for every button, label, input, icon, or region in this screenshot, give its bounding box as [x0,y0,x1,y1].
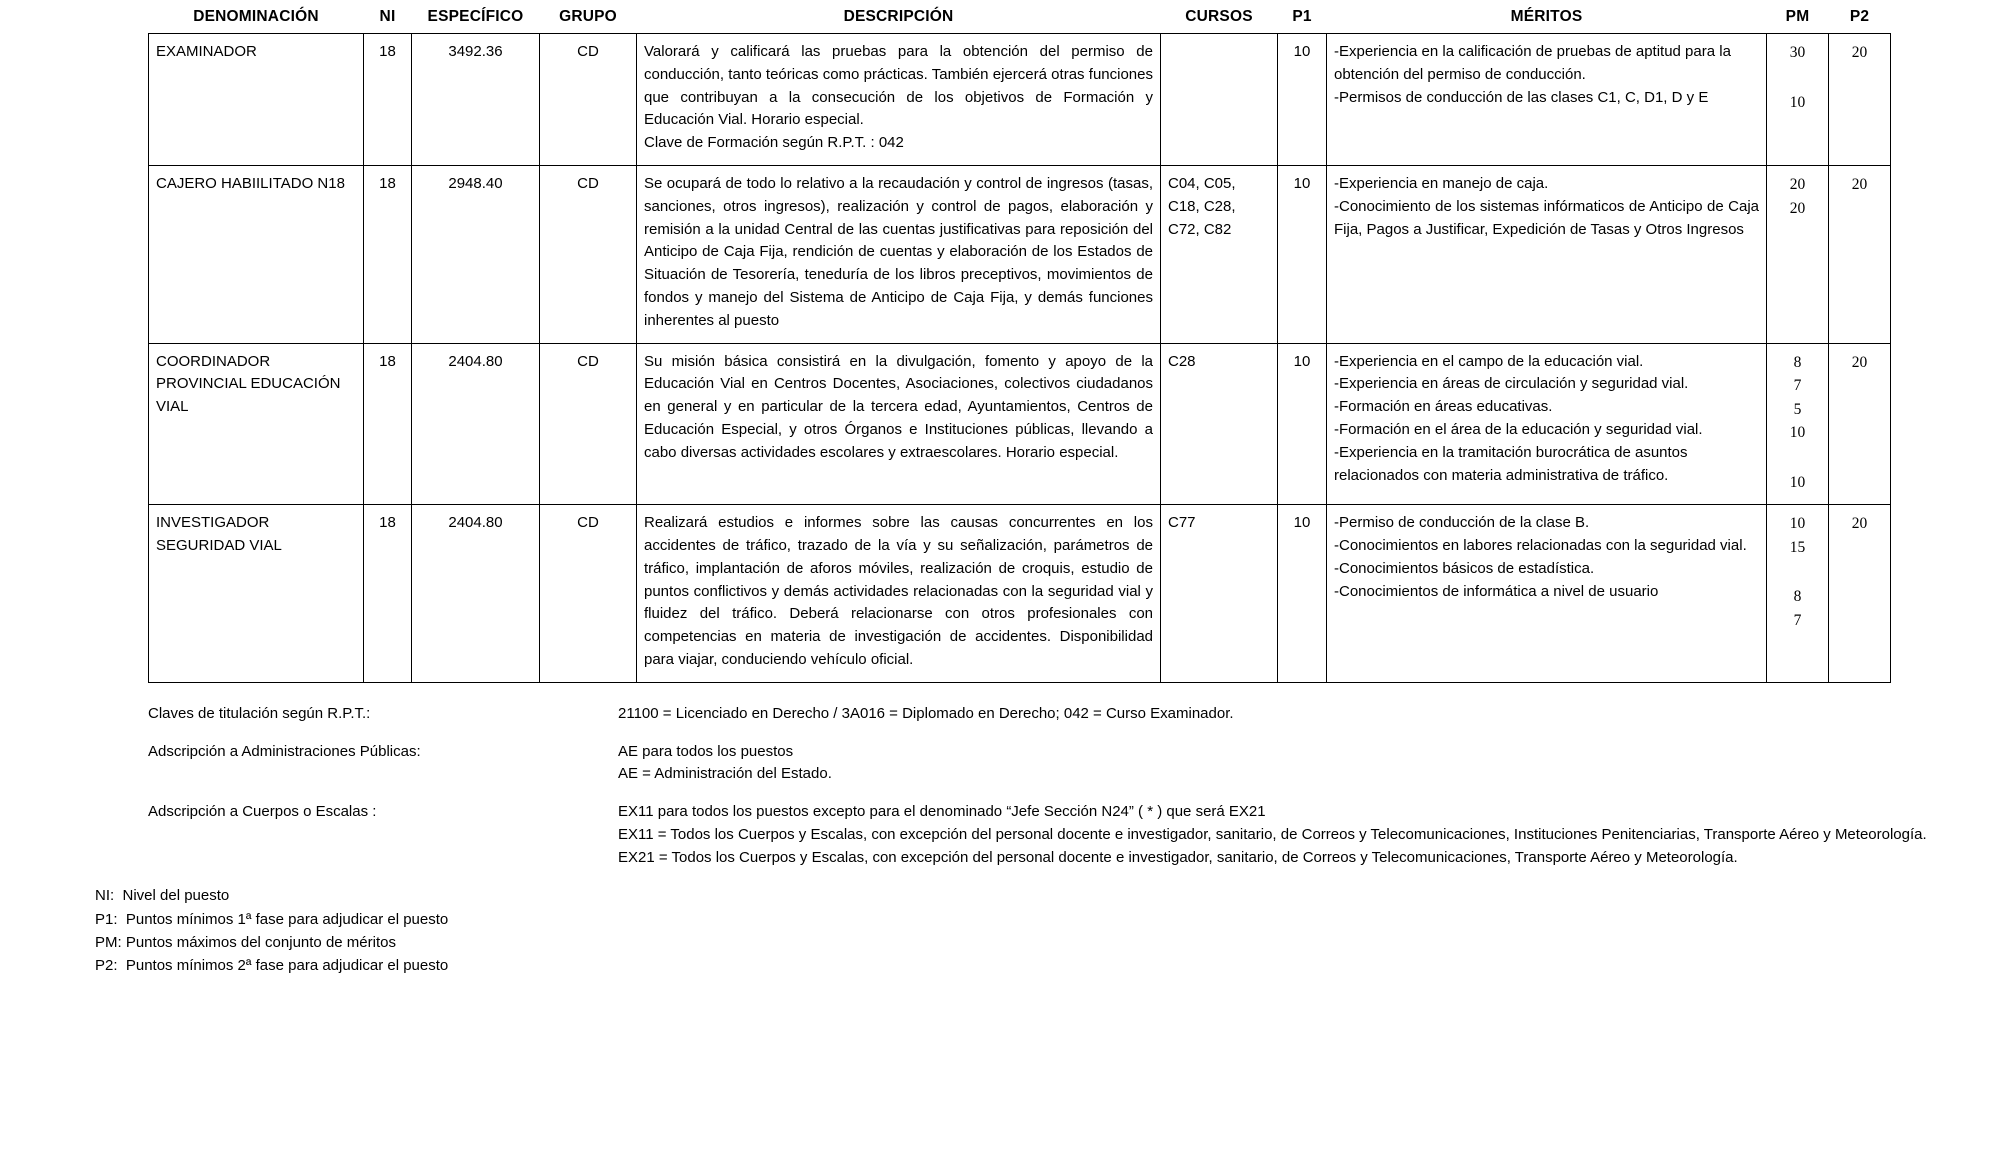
legend-ni: NI: Nivel del puesto [95,887,230,905]
note-value [618,703,1928,726]
cell-meritos [1327,34,1767,166]
cell-especifico: 3492.36 [412,34,540,166]
cell-especifico: 2404.80 [412,505,540,683]
cell-grupo: CD [540,34,637,166]
pm-value: 10 [1789,93,1806,111]
cell-grupo: CD [540,343,637,505]
table-row [149,34,1891,166]
col-meritos: MÉRITOS [1510,8,1583,25]
merito-item: -Conocimientos básicos de estadística. [1334,559,1595,577]
cell-p1: 10 [1278,34,1327,166]
pm-value: 5 [1793,400,1802,418]
col-especifico: ESPECÍFICO [427,8,524,25]
cell-grupo: CD [540,505,637,683]
pm-value: 8 [1793,353,1802,371]
cell-cursos [1161,34,1278,166]
col-cursos: CURSOS [1185,8,1253,25]
legend-section [95,884,2000,977]
cell-p1: 10 [1278,343,1327,505]
cell-denominacion: INVESTIGADOR SEGURIDAD VIAL [149,505,364,683]
cell-cursos: C28 [1161,343,1278,505]
cell-cursos: C77 [1161,505,1278,683]
legend-p2: P2: Puntos mínimos 2ª fase para adjudicar el puesto [95,957,449,975]
merito-item: -Experiencia en la calificación de pruebas de aptitud para la obtención del permiso de conducción. [1334,43,1731,83]
note-line: AE = Administración del Estado. [618,765,832,783]
note-line: EX11 para todos los puestos excepto para el denominado “Jefe Sección N24” ( * ) que será EX21 [618,803,1266,821]
cell-p2 [1829,34,1891,166]
pm-value: 20 [1789,175,1806,193]
note-label: Adscripción a Administraciones Públicas: [148,742,421,760]
note-label: Claves de titulación según R.P.T.: [148,704,371,722]
cell-meritos [1327,165,1767,343]
p2-value: 20 [1851,515,1868,533]
merito-item: -Permisos de conducción de las clases C1, C, D1, D y E [1334,88,1709,106]
note-label: Adscripción a Cuerpos o Escalas : [148,803,377,821]
document-page [0,8,2000,1169]
pm-value: 8 [1793,588,1802,606]
cell-descripcion [637,343,1161,505]
cell-meritos [1327,343,1767,505]
merito-item: -Conocimientos en labores relacionadas con la seguridad vial. [1334,537,1747,555]
merito-item: -Experiencia en el campo de la educación vial. [1334,352,1644,370]
cell-pm [1767,505,1829,683]
col-descripcion: DESCRIPCIÓN [843,8,954,25]
col-ni: NI [379,8,396,25]
cell-especifico: 2404.80 [412,343,540,505]
p2-value: 20 [1851,353,1868,371]
cell-denominacion: COORDINADOR PROVINCIAL EDUCACIÓN VIAL [149,343,364,505]
col-p1: P1 [1292,8,1312,25]
cell-p2 [1829,165,1891,343]
pm-value: 10 [1789,473,1806,491]
note-claves-titulacion [148,703,1928,726]
table-header [149,8,1891,34]
descripcion-text: Valorará y calificará las pruebas para la obtención del permiso de conducción, tanto teóricas como prácticas. También ejercerá otras funciones que contribuyan a la consecución de los objetivos de Formación y Educación Vial. Horario especial. [644,43,1153,129]
cell-p1: 10 [1278,165,1327,343]
table-row [149,343,1891,505]
col-pm: PM [1785,8,1810,25]
descripcion-text: Su misión básica consistirá en la divulgación, fomento y apoyo de la Educación Vial en Centros Docentes, Asociaciones, colectivos ciudadanos en general y en particular de la tercera edad, Ayuntamientos, Centros de Educación Especial, y otros Órganos e Instituciones públicas, llevando a cabo diversas actividades escolares y extraescolares. Horario especial. [644,352,1153,461]
note-line: EX11 = Todos los Cuerpos y Escalas, con excepción del personal docente e investigador, sanitario, de Correos y Telecomunicaciones, Instituciones Penitenciarias, Transporte Aéreo y Meteorología. [618,825,1927,843]
cell-pm [1767,34,1829,166]
cell-pm [1767,165,1829,343]
merito-item: -Experiencia en manejo de caja. [1334,174,1549,192]
merito-item: -Conocimiento de los sistemas infórmaticos de Anticipo de Caja Fija, Pagos a Justificar, Expedición de Tasas y Otros Ingresos [1334,197,1759,238]
cell-grupo: CD [540,165,637,343]
note-adscripcion-administraciones [148,741,1928,787]
note-adscripcion-cuerpos [148,801,1928,869]
pm-value: 7 [1793,377,1802,395]
note-line: EX21 = Todos los Cuerpos y Escalas, con excepción del personal docente e investigador, sanitario, de Correos y Telecomunicaciones, Transporte Aéreo y Meteorología. [618,848,1738,866]
notes-section [148,703,1928,870]
cell-descripcion [637,34,1161,166]
cell-cursos: C04, C05, C18, C28, C72, C82 [1161,165,1278,343]
descripcion-text: Se ocupará de todo lo relativo a la recaudación y control de ingresos (tasas, sanciones, otros ingresos), realización y control de pagos, elaboración y remisión a la unidad Central de las cuentas justificativas para reposición del Anticipo de Caja Fija, rendición de cuentas y elaboración de los Estados de Situación de Tesorería, teneduría de los libros preceptivos, movimientos de fondos y manejo del Sistema de Anticipo de Caja Fija, y demás funciones inherentes al puesto [644,174,1153,329]
cell-ni: 18 [364,505,412,683]
legend-pm: PM: Puntos máximos del conjunto de méritos [95,933,396,951]
merito-item: -Formación en el área de la educación y seguridad vial. [1334,420,1703,438]
pm-value: 30 [1789,44,1806,61]
note-line: AE para todos los puestos [618,742,794,760]
p2-value: 20 [1851,44,1868,61]
col-denominacion: DENOMINACIÓN [193,8,319,25]
cell-meritos [1327,505,1767,683]
pm-value: 20 [1789,199,1806,217]
cell-denominacion: EXAMINADOR [149,34,364,166]
note-line: 21100 = Licenciado en Derecho / 3A016 = Diplomado en Derecho; 042 = Curso Examinador. [618,704,1234,722]
note-value [618,741,1928,787]
table-body [149,34,1891,683]
pm-value: 7 [1793,611,1802,629]
cell-p2 [1829,505,1891,683]
pm-value: 15 [1789,538,1806,556]
cell-especifico: 2948.40 [412,165,540,343]
col-p2: P2 [1849,8,1870,25]
merito-item: -Experiencia en áreas de circulación y seguridad vial. [1334,375,1689,393]
merito-item: -Formación en áreas educativas. [1334,398,1553,416]
cell-pm [1767,343,1829,505]
p2-value: 20 [1851,175,1868,193]
cell-ni: 18 [364,343,412,505]
legend-p1: P1: Puntos mínimos 1ª fase para adjudicar el puesto [95,910,449,928]
cell-ni: 18 [364,34,412,166]
merito-item: -Permiso de conducción de la clase B. [1334,514,1590,532]
merito-item: -Conocimientos de informática a nivel de usuario [1334,582,1659,600]
puestos-table [148,8,1891,683]
cell-ni: 18 [364,165,412,343]
merito-item: -Experiencia en la tramitación burocrática de asuntos relacionados con materia administrativa de tráfico. [1334,443,1688,484]
table-header-row [149,8,1891,34]
col-grupo: GRUPO [559,8,617,25]
cell-denominacion: CAJERO HABIILITADO N18 [149,165,364,343]
table-row [149,165,1891,343]
descripcion-text: Realizará estudios e informes sobre las causas concurrentes en los accidentes de tráfico, trazado de la vía y su señalización, parámetros de tráfico, implantación de aforos móviles, realización de croquis, estudio de puntos conflictivos y demás actividades relacionadas con la seguridad vial y fluidez del tráfico. Deberá relacionarse con otros profesionales con competencias en materia de investigación de accidentes. Disponibilidad para viajar, conduciendo vehículo oficial. [644,514,1153,669]
cell-p2 [1829,343,1891,505]
descripcion-extra: Clave de Formación según R.P.T. : 042 [644,134,904,152]
cell-descripcion [637,165,1161,343]
table-row [149,505,1891,683]
cell-p1: 10 [1278,505,1327,683]
note-value [618,801,1928,869]
pm-value: 10 [1789,424,1806,442]
cell-descripcion [637,505,1161,683]
pm-value: 10 [1789,515,1806,533]
